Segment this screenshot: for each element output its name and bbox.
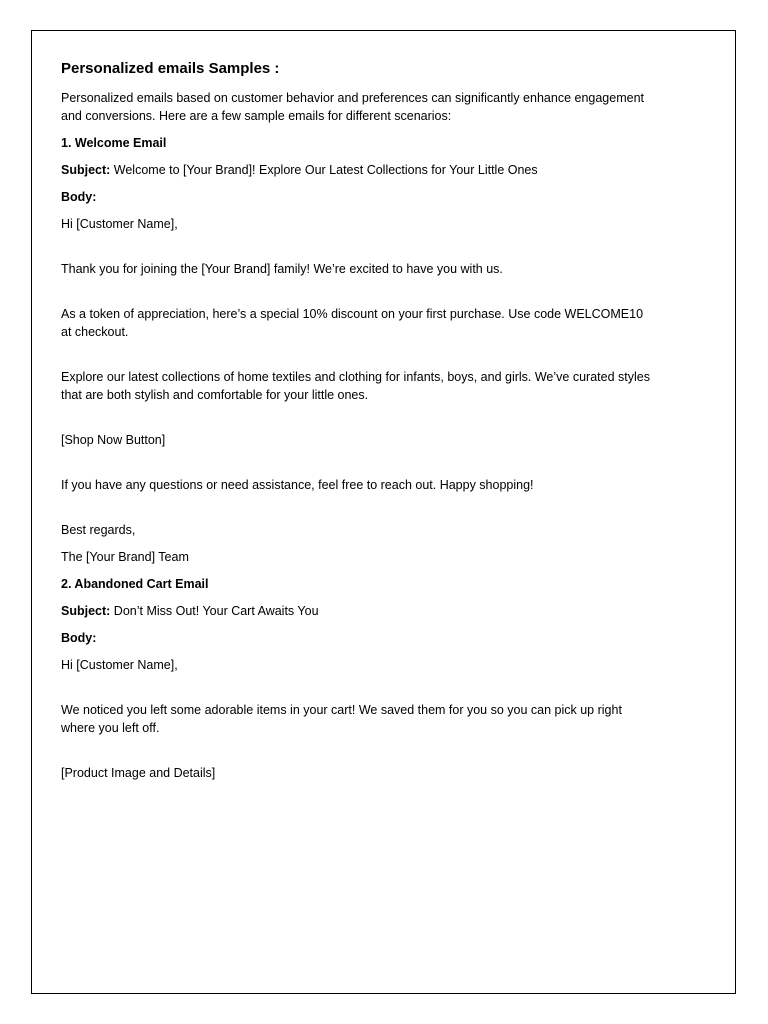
spacer bbox=[61, 503, 651, 521]
email-1-paragraph-1: Thank you for joining the [Your Brand] family! We’re excited to have you with us. bbox=[61, 262, 503, 276]
spacer bbox=[61, 287, 651, 305]
email-2-heading: 2. Abandoned Cart Email bbox=[61, 577, 209, 591]
spacer bbox=[61, 746, 651, 764]
email-1-heading: 1. Welcome Email bbox=[61, 136, 167, 150]
email-1-greeting: Hi [Customer Name], bbox=[61, 217, 178, 231]
spacer bbox=[61, 458, 651, 476]
email-2-body-label: Body: bbox=[61, 631, 97, 645]
email-2-paragraph-1: We noticed you left some adorable items in your cart! We saved them for you so you can pick up right where you left off. bbox=[61, 703, 622, 735]
email-1-paragraph-3: Explore our latest collections of home textiles and clothing for infants, boys, and girls. We’ve curated styles that are both stylish and comfortable for your little ones. bbox=[61, 370, 650, 402]
spacer bbox=[61, 683, 651, 701]
document-title: Personalized emails Samples : bbox=[61, 60, 280, 77]
intro-paragraph: Personalized emails based on customer behavior and preferences can significantly enhance engagement and conversions. Here are a few sample emails for different scenarios: bbox=[61, 91, 644, 123]
email-1-subject-line bbox=[61, 161, 651, 179]
email-2-subject: Don’t Miss Out! Your Cart Awaits You bbox=[110, 604, 319, 618]
email-1-body-label: Body: bbox=[61, 190, 97, 204]
email-2-subject-line bbox=[61, 602, 651, 620]
subject-label: Subject: bbox=[61, 163, 111, 177]
spacer bbox=[61, 413, 651, 431]
email-1-signoff: Best regards, bbox=[61, 523, 136, 537]
spacer bbox=[61, 242, 651, 260]
email-1-paragraph-5: If you have any questions or need assistance, feel free to reach out. Happy shopping! bbox=[61, 478, 534, 492]
subject-label: Subject: bbox=[61, 604, 111, 618]
email-1-signature: The [Your Brand] Team bbox=[61, 550, 189, 564]
email-2-product-placeholder: [Product Image and Details] bbox=[61, 766, 216, 780]
email-1-subject: Welcome to [Your Brand]! Explore Our Latest Collections for Your Little Ones bbox=[110, 163, 538, 177]
email-1-paragraph-2: As a token of appreciation, here’s a special 10% discount on your first purchase. Use code WELCOME10 at checkout. bbox=[61, 307, 644, 339]
spacer bbox=[61, 350, 651, 368]
document-content bbox=[61, 60, 651, 791]
email-1-shop-now-placeholder: [Shop Now Button] bbox=[61, 433, 166, 447]
email-2-greeting: Hi [Customer Name], bbox=[61, 658, 178, 672]
